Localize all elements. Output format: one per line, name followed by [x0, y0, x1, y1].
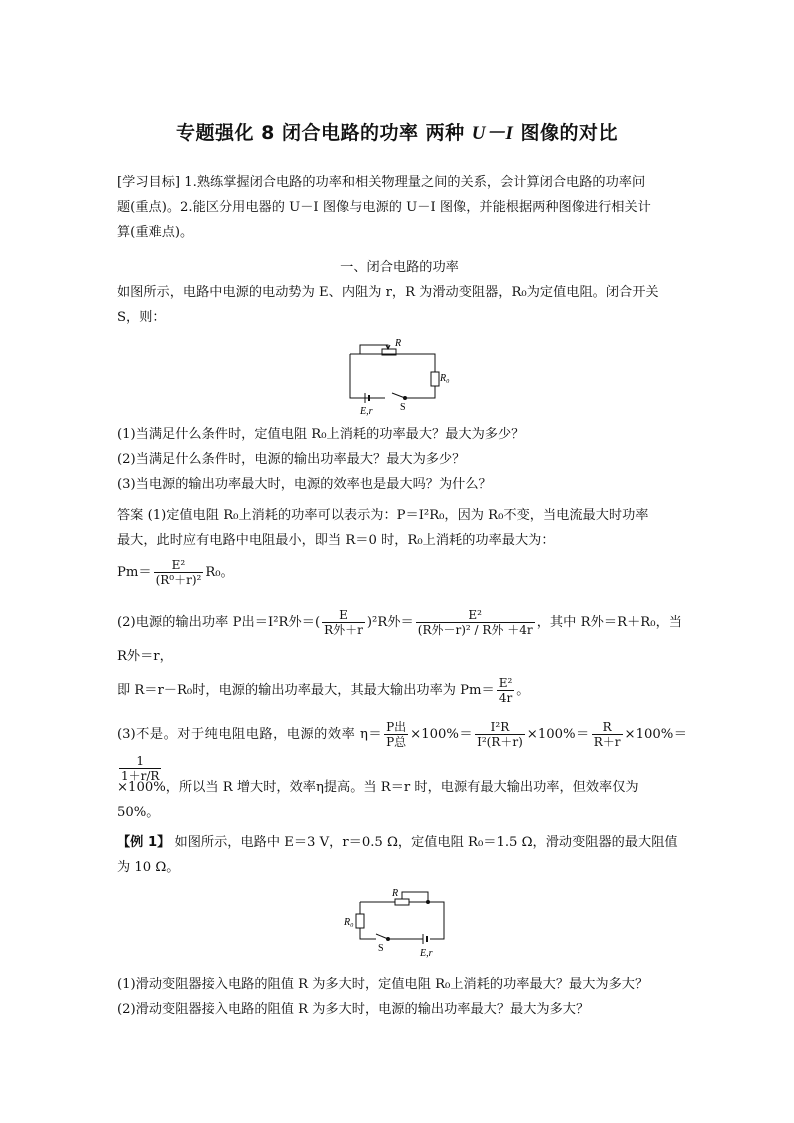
- fraction: $\frac{\text{E²}}{\text{(R外－r)² / R外 ＋4r}}$: [417, 608, 533, 637]
- intro-paragraph: 如图所示，电路中电源的电动势为 E、内阻为 r，R 为滑动变阻器，R₀为定值电阻。闭合开关 S，则：: [117, 285, 659, 325]
- wire: [360, 928, 376, 939]
- wire: [409, 902, 444, 939]
- switch-blade: [376, 934, 388, 939]
- label-R: R: [392, 888, 399, 899]
- label-R0: R₀: [440, 373, 450, 384]
- wire: [350, 354, 435, 372]
- resistor-R0: [431, 372, 439, 386]
- label-Er: E,r: [420, 948, 433, 959]
- answer-part-3-cont: ×100%，所以当 R 增大时，效率η提高。当 R＝r 时，电源有最大输出功率，但效率仅为 50%。: [117, 780, 639, 820]
- answer-part-2-line2: 即 R＝r－R₀时，电源的输出功率最大，其最大输出功率为 Pm＝ $\frac{\text{E²}}{4r}$ 。: [117, 676, 530, 705]
- circuit-diagram-1: [340, 336, 450, 418]
- label-Er: E,r: [360, 406, 373, 417]
- questions-block: (1)当满足什么条件时，定值电阻 R₀上消耗的功率最大？最大为多少？ (2)当满足什么条件时，电源的输出功率最大？最大为多少？ (3)当电源的输出功率最大时，电源的效率也是最大吗？为什么？: [117, 427, 525, 492]
- answer-part-2: (2)电源的输出功率 P出＝I²R外＝( $\frac{E}{\text{R外＋r}}$ )²R外＝ $\frac{\text{E²}}{\text{(R外－r)² / R外 ＋4r}}$ ，其中 R外＝R＋R₀，当 R外＝r，: [117, 608, 682, 664]
- title-var: U－I: [471, 123, 514, 144]
- resistor-R0: [356, 914, 364, 928]
- learning-objectives: [学习目标] 1.熟练掌握闭合电路的功率和相关物理量之间的关系，会计算闭合电路的功率问 题(重点)。2.能区分用电器的 U－I 图像与电源的 U－I 图像，并能根据两种图像进行相关计 算(重难点)。: [117, 175, 651, 240]
- answer-part-1: 答案 (1)定值电阻 R₀上消耗的功率可以表示为：P＝I²R₀，因为 R₀不变，当电流最大时功率 最大，此时应有电路中电阻最小，即当 R＝0 时，R₀上消耗的功率最大为：: [117, 508, 649, 548]
- label-R: R: [395, 338, 402, 349]
- fraction: $\frac{\text{I²R}}{\text{I²(R＋r)}}$: [477, 720, 523, 749]
- label-S: S: [378, 943, 384, 954]
- label-R0: R₀: [344, 917, 354, 928]
- fraction: $\frac{\text{P出}}{\text{P总}}$: [386, 720, 407, 749]
- label-S: S: [400, 402, 406, 413]
- circuit-diagram-2: [340, 884, 450, 960]
- fraction: $\frac{1}{1+r/R}$: [121, 754, 160, 783]
- example-1: 【例 1】 如图所示，电路中 E＝3 V，r＝0.5 Ω，定值电阻 R₀＝1.5 Ω，滑动变阻器的最大阻值 为 10 Ω。: [117, 835, 678, 875]
- answer-formula-pm: Pm＝ $\frac{\text{E²}}{\text{(R⁰＋r)²}}$ R₀。: [117, 558, 234, 587]
- rheostat-R: [395, 899, 409, 905]
- fraction: $\frac{E}{\text{R外＋r}}$: [324, 608, 363, 637]
- example-tag: 【例 1】: [117, 835, 171, 850]
- section-heading: 一、闭合电路的功率: [340, 260, 459, 275]
- example-questions: (1)滑动变阻器接入电路的阻值 R 为多大时，定值电阻 R₀上消耗的功率最大？最大为多大？ (2)滑动变阻器接入电路的阻值 R 为多大时，电源的输出功率最大？最大为多大？: [117, 977, 649, 1017]
- wire: [350, 354, 385, 398]
- answer-part-3: (3)不是。对于纯电阻电路，电源的效率 η＝ $\frac{\text{P出}}{\text{P总}}$ ×100%＝ $\frac{\text{I²R}}{\text{I²(R＋r)}}$ ×100%＝ $\frac{R}{R+r}$ ×100%＝ $\frac{1}{1+r/R}$: [117, 720, 687, 783]
- fraction: $\frac{\text{E²}}{\text{(R⁰＋r)²}}$: [155, 558, 202, 587]
- fraction: $\frac{\text{E²}}{4r}$: [498, 676, 513, 705]
- slider-wire: [402, 892, 428, 902]
- switch-blade: [392, 393, 405, 398]
- fraction: $\frac{R}{R+r}$: [593, 720, 621, 749]
- wire: [405, 386, 435, 398]
- page-title: 专题强化 8 闭合电路的功率 两种 U－I 图像的对比: [176, 122, 618, 144]
